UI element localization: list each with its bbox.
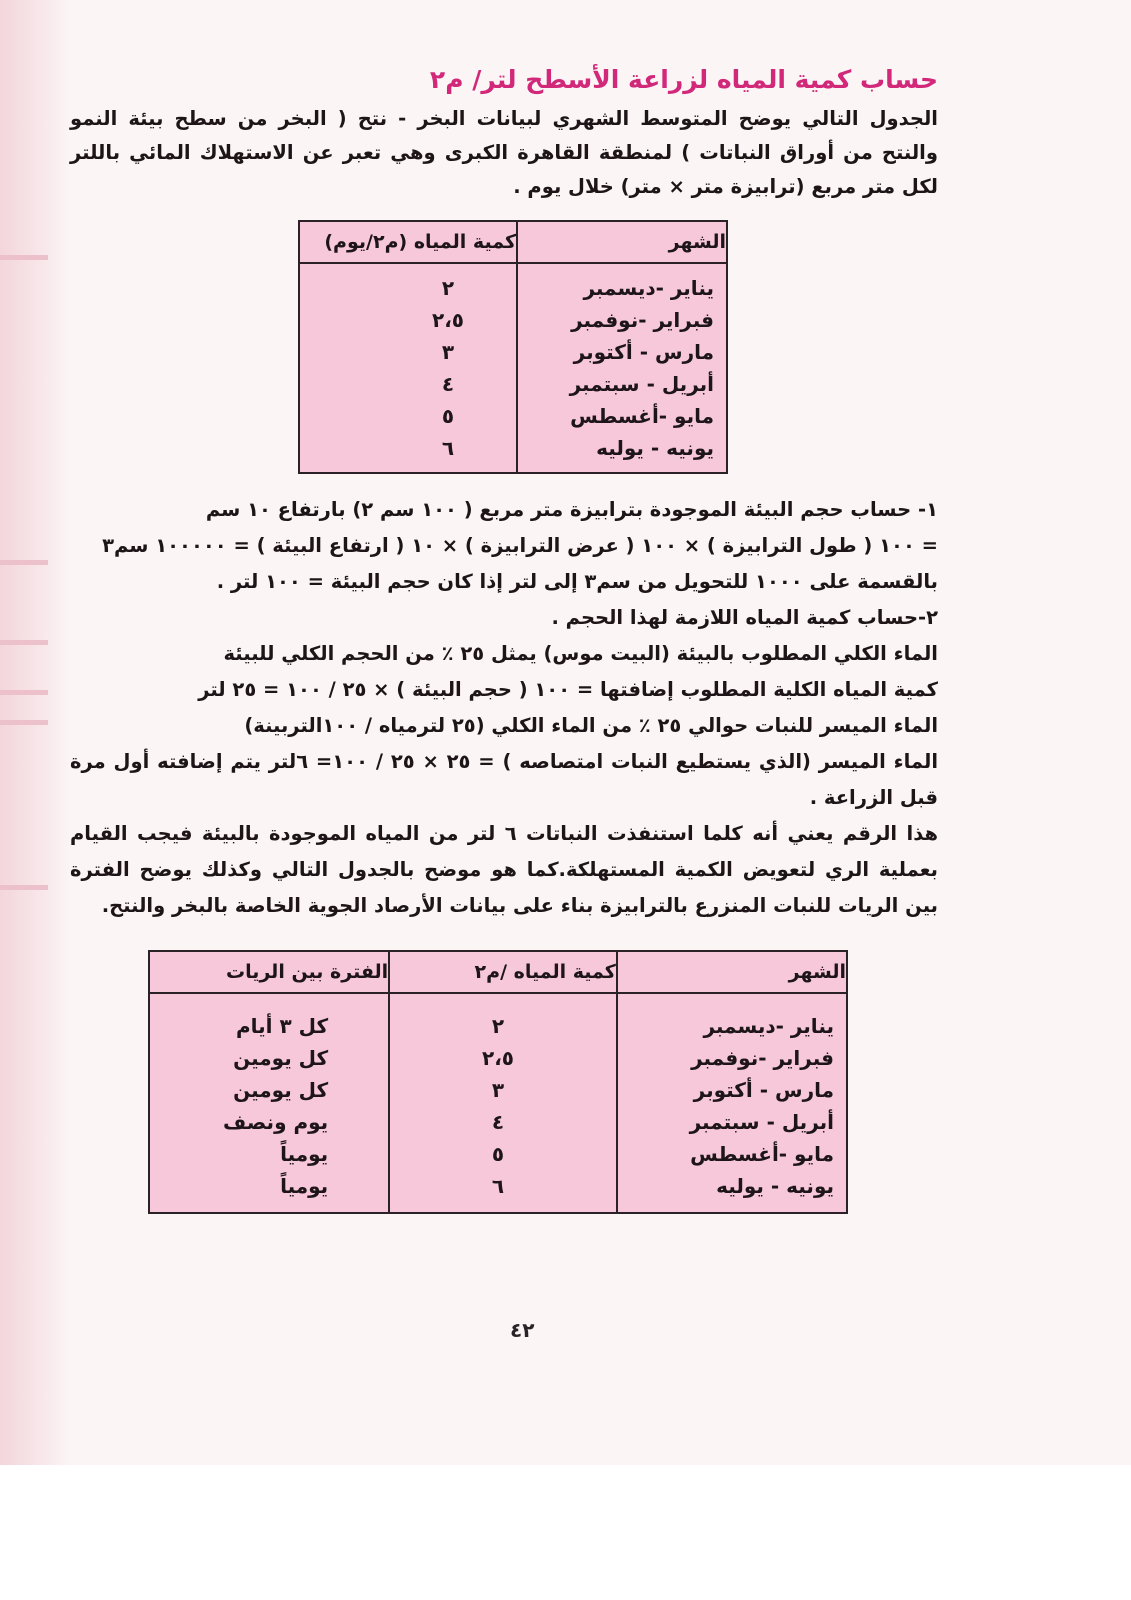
margin-stripe: [0, 560, 48, 565]
interval-cell: يوم ونصف: [223, 1110, 329, 1134]
month-cell: أبريل - سبتمبر: [689, 1110, 834, 1134]
value-cell: ٤: [441, 372, 455, 396]
value-cell: ٢: [441, 276, 455, 300]
value-cell: ٦: [441, 436, 455, 460]
header-month: الشهر: [517, 221, 727, 263]
header-water-amount: كمية المياه (م٢/يوم): [299, 221, 517, 263]
calc-line: الماء الميسر للنبات حوالي ٢٥ ٪ من الماء الكلي (٢٥ لترمياه / ١٠٠التربينة): [244, 714, 938, 737]
value-list: [390, 1010, 616, 1202]
month-cell: مايو -أغسطس: [570, 404, 714, 428]
header-irrigation-interval: الفترة بين الريات: [149, 951, 389, 993]
table-header-row: [299, 221, 727, 263]
calc-line: بالقسمة على ١٠٠٠ للتحويل من سم٣ إلى لتر إذا كان حجم البيئة = ١٠٠ لتر .: [216, 570, 938, 593]
value-cell: ٤: [491, 1110, 505, 1134]
month-cell: فبراير -نوفمبر: [691, 1046, 834, 1070]
page-title: حساب كمية المياه لزراعة الأسطح لتر/ م٢: [429, 65, 938, 94]
interval-cell: يومياً: [280, 1174, 329, 1198]
calc-line: كمية المياه الكلية المطلوب إضافتها = ١٠٠ ( حجم البيئة ) × ٢٥ / ١٠٠ = ٢٥ لتر: [198, 678, 938, 701]
margin-stripe: [0, 640, 48, 645]
calc-line: ١- حساب حجم البيئة الموجودة بترابيزة متر مربع ( ١٠٠ سم ٢) بارتفاع ١٠ سم: [205, 498, 938, 521]
intro-paragraph: الجدول التالي يوضح المتوسط الشهري لبيانات البخر - نتح ( البخر من سطح بيئة النمو والنتح من أوراق النباتات ) لمنطقة القاهرة الكبرى وهي تعبر عن الاستهلاك المائي باللتر لكل متر مربع (ترابيزة متر × متر) خلال يوم .: [70, 107, 938, 198]
value-cell: ٥: [441, 404, 455, 428]
month-cell: مارس - أكتوبر: [573, 340, 714, 364]
interval-list: [150, 1010, 388, 1202]
page-content: [70, 60, 938, 1214]
month-cell: يونيه - يوليه: [596, 436, 714, 460]
value-cell: ٢،٥: [431, 308, 464, 332]
interval-cell: كل يومين: [233, 1046, 329, 1070]
month-cell: يناير -ديسمبر: [703, 1014, 834, 1038]
calc-line: ٢-حساب كمية المياه اللازمة لهذا الحجم .: [551, 606, 938, 629]
margin-stripe: [0, 720, 48, 725]
available-water-paragraph: الماء الميسر (الذي يستطيع النبات امتصاصه ) = ٢٥ × ٢٥ / ١٠٠= ٦لتر يتم إضافته أول مرة قبل الزراعة .: [70, 750, 939, 809]
table-body-row: [299, 263, 727, 473]
interval-cell: يومياً: [280, 1142, 329, 1166]
table-body-row: [149, 993, 847, 1213]
left-margin-shading: [0, 0, 70, 1465]
page-number: ٤٢: [510, 1318, 535, 1342]
month-cell: مارس - أكتوبر: [693, 1078, 834, 1102]
calculation-section: [70, 492, 938, 924]
month-cell: فبراير -نوفمبر: [571, 308, 714, 332]
month-list: [618, 1010, 846, 1202]
evapotranspiration-table: [298, 220, 728, 474]
value-cell: ٢،٥: [481, 1046, 514, 1070]
month-list: [518, 272, 726, 464]
month-cell: أبريل - سبتمبر: [569, 372, 714, 396]
month-cell: يناير -ديسمبر: [583, 276, 714, 300]
calc-line: الماء الكلي المطلوب بالبيئة (البيت موس) يمثل ٢٥ ٪ من الحجم الكلي للبيئة: [223, 642, 938, 665]
interval-cell: كل ٣ أيام: [236, 1014, 329, 1038]
month-cell: يونيه - يوليه: [716, 1174, 834, 1198]
value-list: [300, 272, 516, 464]
irrigation-interval-table: [148, 950, 848, 1214]
margin-stripe: [0, 885, 48, 890]
month-cell: مايو -أغسطس: [690, 1142, 834, 1166]
margin-stripe: [0, 255, 48, 260]
table-header-row: [149, 951, 847, 993]
calc-line: = ١٠٠ ( طول الترابيزة ) × ١٠٠ ( عرض الترابيزة ) × ١٠ ( ارتفاع البيئة ) = ١٠٠٠٠٠ سم٣: [102, 534, 938, 557]
value-cell: ٣: [441, 340, 455, 364]
margin-stripe: [0, 690, 48, 695]
header-water-amount: كمية المياه /م٢: [389, 951, 617, 993]
irrigation-paragraph: هذا الرقم يعني أنه كلما استنفذت النباتات ٦ لتر من المياه الموجودة بالبيئة فيجب القيام بعملية الري لتعويض الكمية المستهلكة.كما هو موضح بالجدول التالي وكذلك يوضح الفترة بين الريات للنبات المنزرع بالترابيزة بناء على بيانات الأرصاد الجوية الخاصة بالبخر والنتح.: [70, 822, 938, 917]
header-month: الشهر: [617, 951, 847, 993]
value-cell: ٦: [491, 1174, 505, 1198]
value-cell: ٥: [491, 1142, 505, 1166]
value-cell: ٢: [491, 1014, 505, 1038]
interval-cell: كل يومين: [233, 1078, 329, 1102]
value-cell: ٣: [491, 1078, 505, 1102]
